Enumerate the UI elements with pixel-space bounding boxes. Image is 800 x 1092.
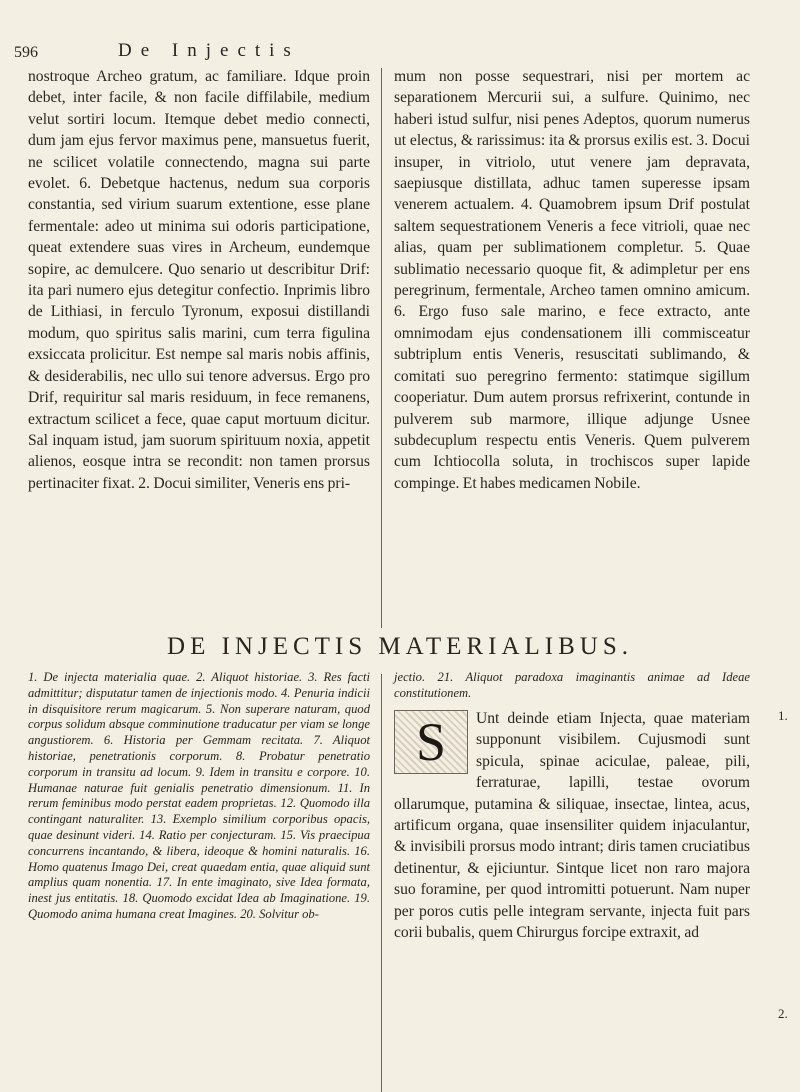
page-number: 596: [14, 44, 38, 61]
text-column-left: nostroque Archeo gratum, ac familiare. Idque proin debet, inter facile, & non facile diffilabile, medium velut sortiri locum. Itemque debet medio connecti, dum jam ejus fervor maximus pene, mansuetus fuerit, ne scilicet volatile connectendo, magna sui parte evolet. 6. Debetque hactenus, nedum sua corporis constantia, sed virium suarum extentione, esse plane fermentale: adeo ut minima sui odoris participatione, queat extendere suas vires in Archeum, eundemque sopire, ac demulcere. Quo senario ut describitur Drif: ita pari numero ejus detegitur confectio. Inprimis libro de Lithiasi, in ferculo Tyronum, exposui distillandi modum, quo spiritus salis marini, cum terra figulina exsiccata prolicitur. Est nempe sal maris nobis affinis, & desiderabilis, nec ullo sui tenore adversus. Ergo pro Drif, requiritur sal maris residuum, in fece remanens, extractum scilicet a fece, quae caput mortuum dicitur. Sal inquam istud, jam suorum spirituum noxia, appetit alienos, eosque intra se recondit: non tamen prorsus pertinaciter fixat. 2. Docui similiter, Veneris ens pri-: [28, 68, 370, 492]
initial-letter: S: [415, 712, 447, 772]
marginal-number-1: 1.: [778, 708, 788, 723]
chapter-summary-right: jectio. 21. Aliquot paradoxa imaginantis animae ad Ideae constitutionem.: [394, 670, 750, 700]
decorated-initial: [394, 710, 468, 774]
column-divider: [381, 68, 382, 628]
chapter-body: [394, 708, 750, 943]
section-title: DE INJECTIS MATERIALIBUS.: [167, 633, 633, 660]
marginal-number-2: 2.: [778, 1006, 788, 1021]
running-head: De Injectis: [118, 40, 300, 61]
column-divider-lower: [381, 674, 382, 1092]
chapter-summary-left: 1. De injecta materialia quae. 2. Aliquot historiae. 3. Res facti admittitur; disputatur tamen de injectionis modo. 4. Penuria indicii in disquisitore rerum magicarum. 5. Non superare naturam, quod corpus solidum absque comminutione traducatur per viam se longe angustiorem. 6. Historia per Gemmam recitata. 7. Aliquot historiae, penetrationis corporum. 8. Probatur penetratio corporum in transitu ad locum. 9. Idem in transitu e corpore. 10. Humanae naturae fuit genialis penetratio dimensionum. 11. In rerum feminibus modo perstat eadem proprietas. 12. Quomodo illa contingant naturaliter. 13. Exemplo similium corporibus opacis, quae desinunt videri. 14. Ratio per conjecturam. 15. Vis praecipua concurrens incantando, & libera, ideoque & homini naturalis. 16. Homo quatenus Imago Dei, creat quaedam entia, quae aliquid sunt amplius quam nonentia. 17. In ente imaginato, sive Idea formata, inest jus entitatis. 18. Quomodo excidat Idea ab Imaginatione. 19. Quomodo anima humana creat Imagines. 20. Solvitur ob-: [28, 670, 370, 921]
chapter-body-text: Unt deinde etiam Injecta, quae materiam supponunt visibilem. Cujusmodi sunt spicula, spinae aciculae, paleae, pili, ferraturae, lapilli, testae ovorum ollarumque, putamina & siliquae, insectae, lintea, acus, artificum organa, quae insensiliter quidem injaculantur, & invisibili prorsus modo intrant; diris tamen cruciatibus detinentur, & ejiciuntur. Sintque licet non raro majora suo foramine, per quod intromitti potuerunt. Nam nuper per poros cutis pelle integram servante, injecta fuit pars corii bubalis, quem Chirurgus forcipe extraxit, ad: [394, 710, 750, 942]
text-column-right: mum non posse sequestrari, nisi per mortem ac separationem Mercurii sui, a sulfure. Quinimo, nec haberi istud sulfur, nisi penes Adeptos, quorum numerus ut electus, & rarissimus: ita & prorsus exilis est. 3. Docui insuper, in vitriolo, utut venere jam depravata, saepiusque distillata, adhuc tamen superesse ipsam venerem actualem. 4. Quamobrem ipsum Drif postulat saltem sequestrationem Veneris a fece vitrioli, quae nec alias, quam per sublimationem completur. 5. Quae sublimatio necessario quoque fit, & adimpletur per ens peregrinum, fermentale, Archeo tamen omnino amicum. 6. Ergo fuso sale marino, e fece extracto, ante omnimodam ejus condensationem illi commisceatur subtriplum entis Veneris, resuscitati sublimando, & comitati suo peregrino fermento: statimque sigillum cooperiatur. Dum autem prorsus refrixerint, contunde in pulverem sub marmore, illique adjunge Usnee subdecuplum respectu entis Veneris. Quem pulverem cum Ichtiocolla soluta, in trochiscos super lapide compinge. Et habes medicamen Nobile.: [394, 68, 750, 492]
